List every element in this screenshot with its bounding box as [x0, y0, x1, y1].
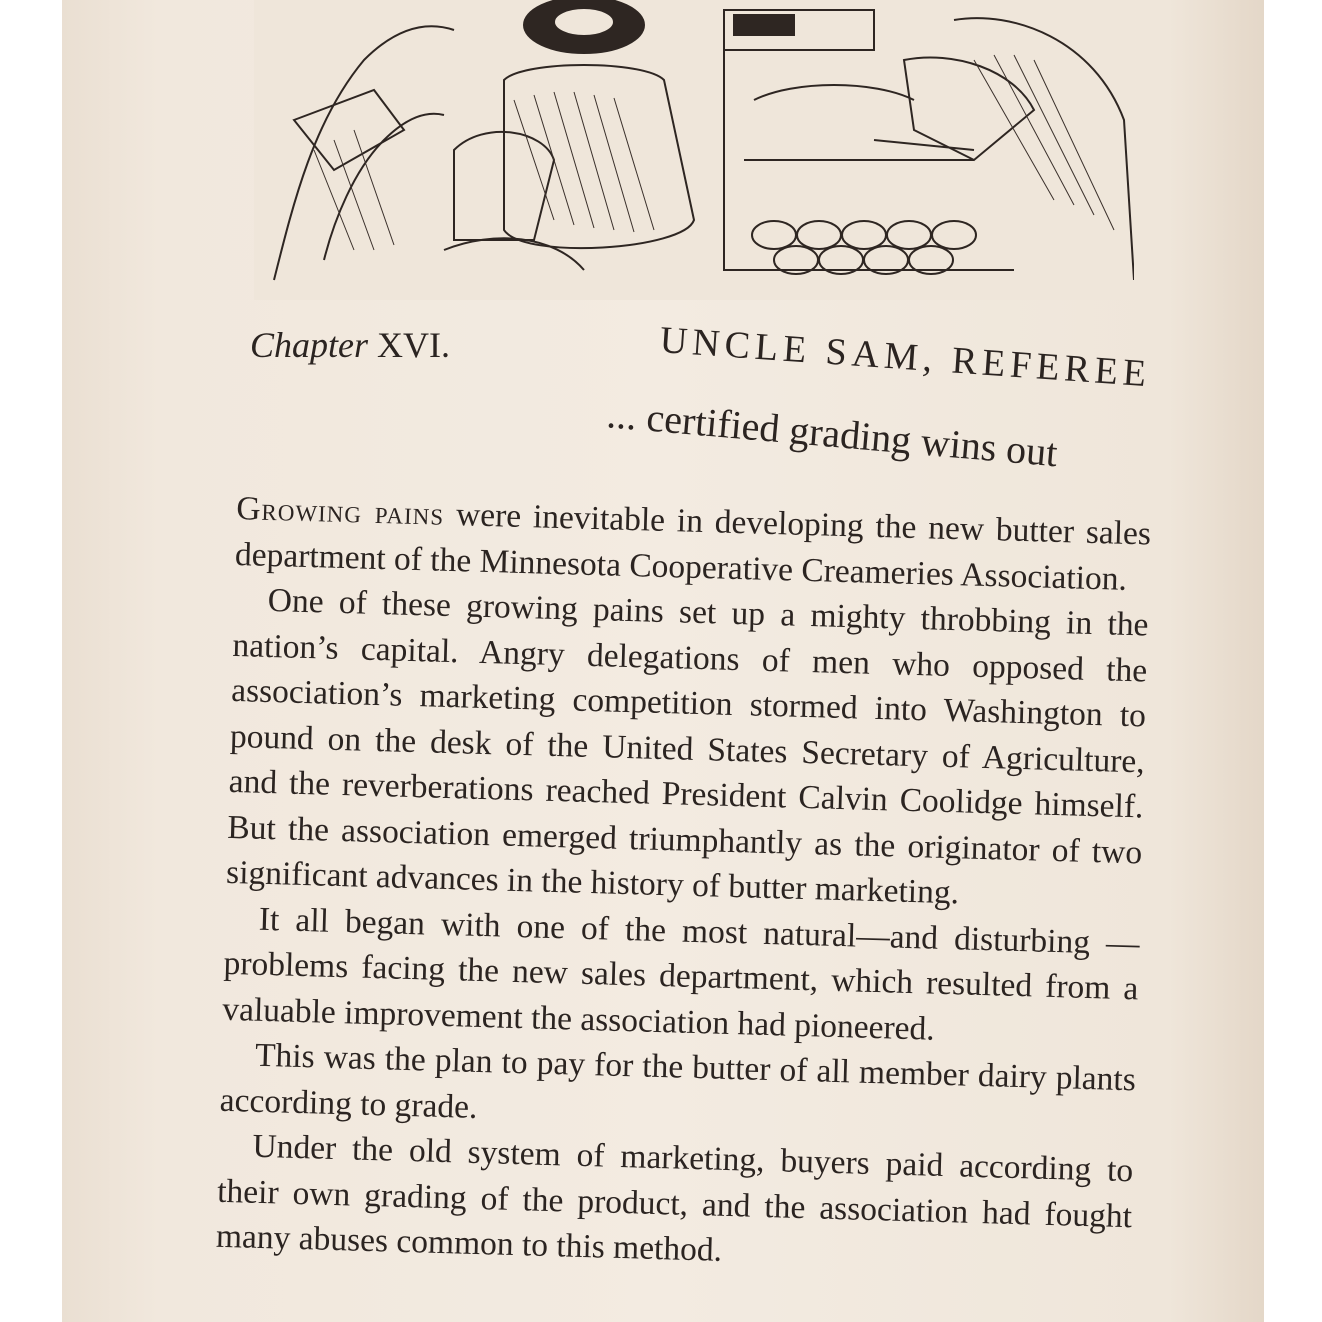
- lead-smallcaps: Growing pains: [235, 489, 445, 533]
- chapter-title: UNCLE SAM, REFEREE: [658, 319, 1153, 396]
- chapter-label: [250, 324, 450, 366]
- paragraph-5: Under the old system of marketing, buyers paid according to their own grading of the product, and the association had fought many abuses common to this method.: [215, 1127, 1134, 1269]
- chapter-word: Chapter: [250, 325, 369, 365]
- paragraph-3: It all began with one of the most natural—and disturbing —problems facing the new sales department, which resulted from a valuable improvement the association had pioneered.: [221, 900, 1141, 1048]
- book-page: [62, 0, 1264, 1322]
- paragraph-1-text: were inevitable in developing the new butter sales department of the Minnesota Cooperative Creameries Association.: [234, 495, 1152, 598]
- chapter-number: XVI.: [377, 325, 450, 365]
- market-scene-illustration: [254, 0, 1134, 300]
- paragraph-4: This was the plan to pay for the butter of all member dairy plants according to grade.: [219, 1036, 1137, 1126]
- paragraph-2: One of these growing pains set up a mighty throbbing in the nation’s capital. Angry delegations of men who opposed the association’s marketing competition stormed into Washington to pound on the desk of the United States Secretary of Agriculture, and the reverberations reached President Calvin Coolidge himself. But the association emerged triumphantly as the originator of two significant advances in the history of butter marketing.: [225, 581, 1149, 912]
- chapter-subtitle: ... certified grading wins out: [605, 391, 1060, 476]
- chapter-heading: [250, 318, 1153, 396]
- body-text: [215, 486, 1151, 1285]
